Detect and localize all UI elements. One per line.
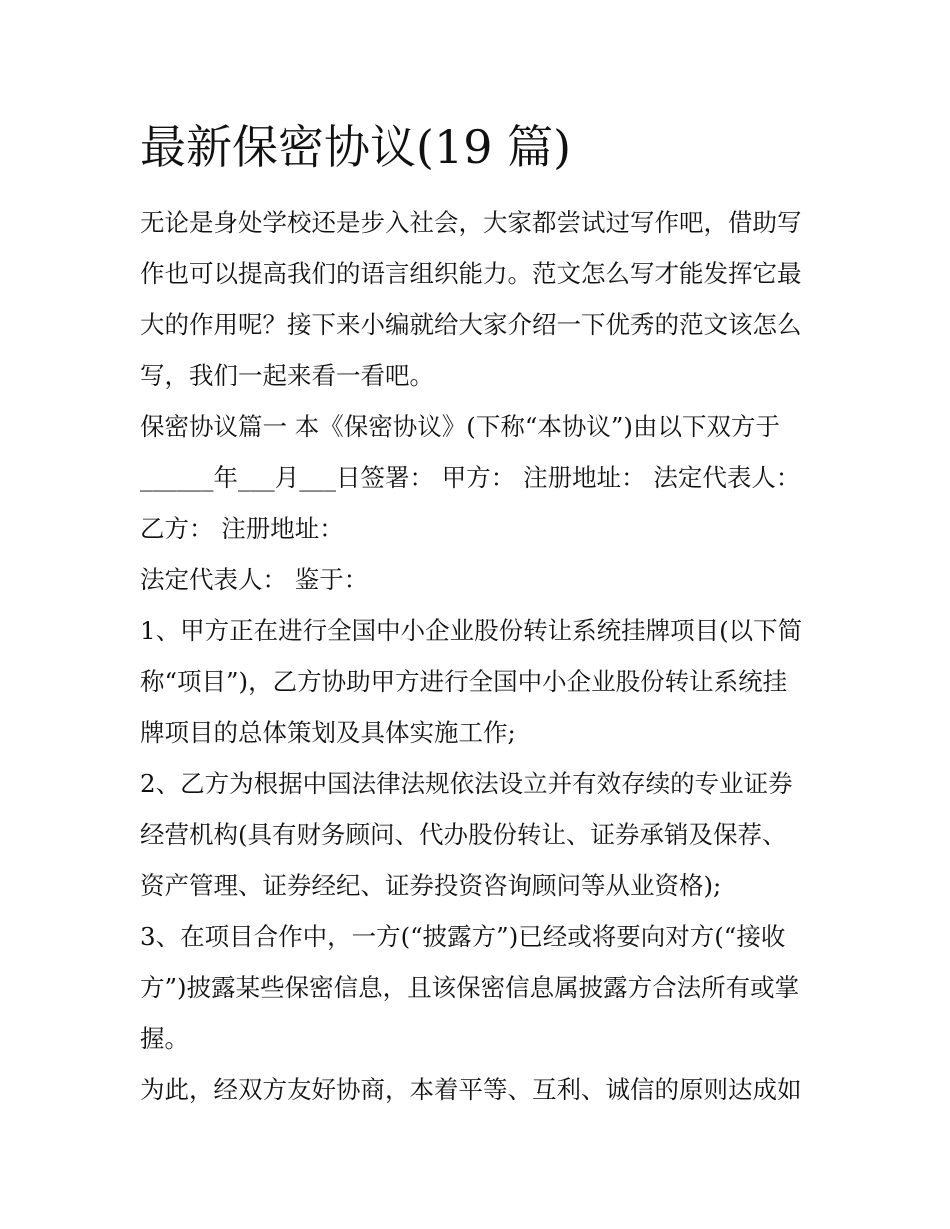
paragraph-line: 经营机构(具有财务顾问、代办股份转让、证券承销及保荐、: [140, 820, 787, 849]
paragraph-line: 方”)披露某些保密信息，且该保密信息属披露方合法所有或掌: [140, 973, 800, 1002]
document-body: [140, 197, 820, 1115]
paragraph-line: ______年___月___日签署： 甲方： 注册地址： 法定代表人：: [140, 463, 801, 492]
document-title: 最新保密协议(19 篇): [140, 120, 572, 174]
paragraph-line: 握。: [140, 1024, 189, 1053]
paragraph-line: 写，我们一起来看一看吧。: [140, 361, 434, 390]
paragraph-line: 1、甲方正在进行全国中小企业股份转让系统挂牌项目(以下简: [140, 616, 803, 645]
paragraph-line: 大的作用呢？接下来小编就给大家介绍一下优秀的范文该怎么: [140, 310, 802, 339]
paragraph-line: 资产管理、证券经纪、证券投资咨询顾问等从业资格);: [140, 871, 722, 900]
paragraph-line: 为此，经双方友好协商，本着平等、互利、诚信的原则达成如: [140, 1075, 802, 1104]
paragraph-line: 乙方： 注册地址：: [140, 514, 344, 543]
paragraph-line: 法定代表人： 鉴于：: [140, 565, 369, 594]
paragraph-line: 牌项目的总体策划及具体实施工作;: [140, 718, 516, 747]
paragraph-line: 无论是身处学校还是步入社会，大家都尝试过写作吧，借助写: [140, 208, 802, 237]
paragraph-line: 3、在项目合作中，一方(“披露方”)已经或将要向对方(“接收: [140, 922, 786, 951]
paragraph-line: 称“项目”)，乙方协助甲方进行全国中小企业股份转让系统挂: [140, 667, 788, 696]
paragraph-line: 2、乙方为根据中国法律法规依法设立并有效存续的专业证券: [140, 769, 793, 798]
paragraph-line: 保密协议篇一 本《保密协议》(下称“本协议”)由以下双方于: [140, 412, 780, 441]
paragraph-line: 作也可以提高我们的语言组织能力。范文怎么写才能发挥它最: [140, 259, 802, 288]
